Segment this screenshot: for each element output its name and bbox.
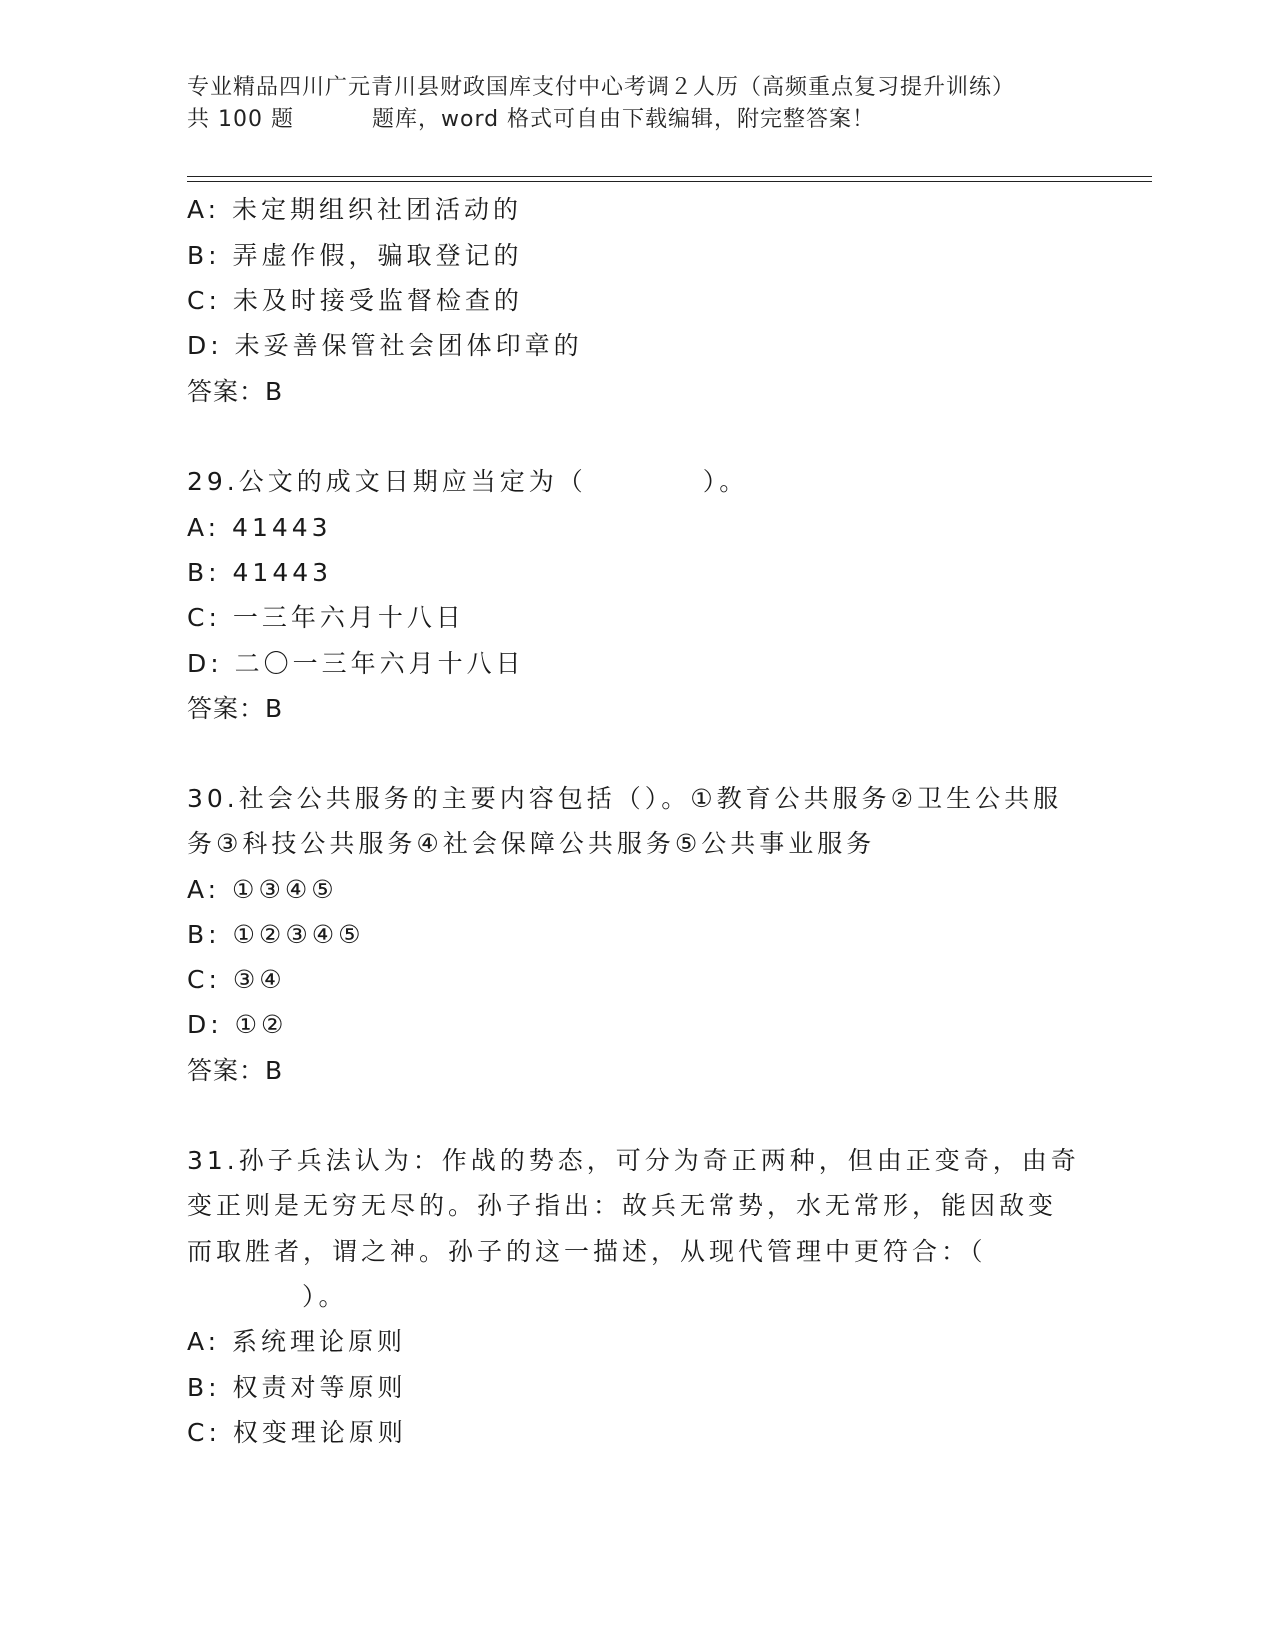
header-rule-top [187, 176, 1152, 177]
q30-stem-line-2: 务③科技公共服务④社会保障公共服务⑤公共事业服务 [187, 829, 876, 858]
q30-option-a: A: ①③④⑤ [187, 875, 338, 904]
q29-option-d: D: 二〇一三年六月十八日 [187, 649, 525, 678]
header-title-line: 专业精品四川广元青川县财政国库支付中心考调２人历（高频重点复习提升训练） [187, 75, 1016, 100]
q28-option-b: B: 弄虚作假，骗取登记的 [187, 241, 523, 270]
document-header [187, 72, 1147, 136]
header-question-count: 共 100 题 [187, 107, 294, 132]
header-description: 题库，word 格式可自由下载编辑，附完整答案！ [371, 107, 876, 132]
q31-stem-end: ）。 [302, 1282, 348, 1311]
header-subtitle-line [187, 104, 1147, 136]
q30-stem-line-1: 30.社会公共服务的主要内容包括（）。①教育公共服务②卫生公共服 [187, 784, 1063, 813]
q28-option-d: D: 未妥善保管社会团体印章的 [187, 331, 583, 360]
q31-stem-line-2: 变正则是无穷无尽的。孙子指出：故兵无常势，水无常形，能因敌变 [187, 1191, 1058, 1220]
q31-stem-line-3: 而取胜者，谓之神。孙子的这一描述，从现代管理中更符合：（ [187, 1237, 987, 1266]
q29-option-c: C: 一三年六月十八日 [187, 603, 465, 632]
header-rule-bottom [187, 181, 1152, 182]
q28-option-a: A: 未定期组织社团活动的 [187, 195, 523, 224]
q30-option-c: C: ③④ [187, 965, 286, 994]
q30-option-d: D: ①② [187, 1010, 288, 1039]
q29-option-a: A: 41443 [187, 513, 332, 542]
q31-option-a: A: 系统理论原则 [187, 1327, 407, 1356]
q31-option-b: B: 权责对等原则 [187, 1373, 407, 1402]
q29-answer: 答案：B [187, 694, 284, 723]
q28-answer: 答案：B [187, 377, 284, 406]
q31-stem-line-1: 31.孙子兵法认为：作战的势态，可分为奇正两种，但由正变奇，由奇 [187, 1146, 1080, 1175]
q29-option-b: B: 41443 [187, 558, 333, 587]
q30-option-b: B: ①②③④⑤ [187, 920, 365, 949]
q31-stem-line-4 [187, 1281, 348, 1313]
q31-option-c: C: 权变理论原则 [187, 1418, 407, 1447]
q30-answer: 答案：B [187, 1056, 284, 1085]
q28-option-c: C: 未及时接受监督检查的 [187, 286, 523, 315]
q29-stem: 29.公文的成文日期应当定为（ ）。 [187, 467, 749, 496]
